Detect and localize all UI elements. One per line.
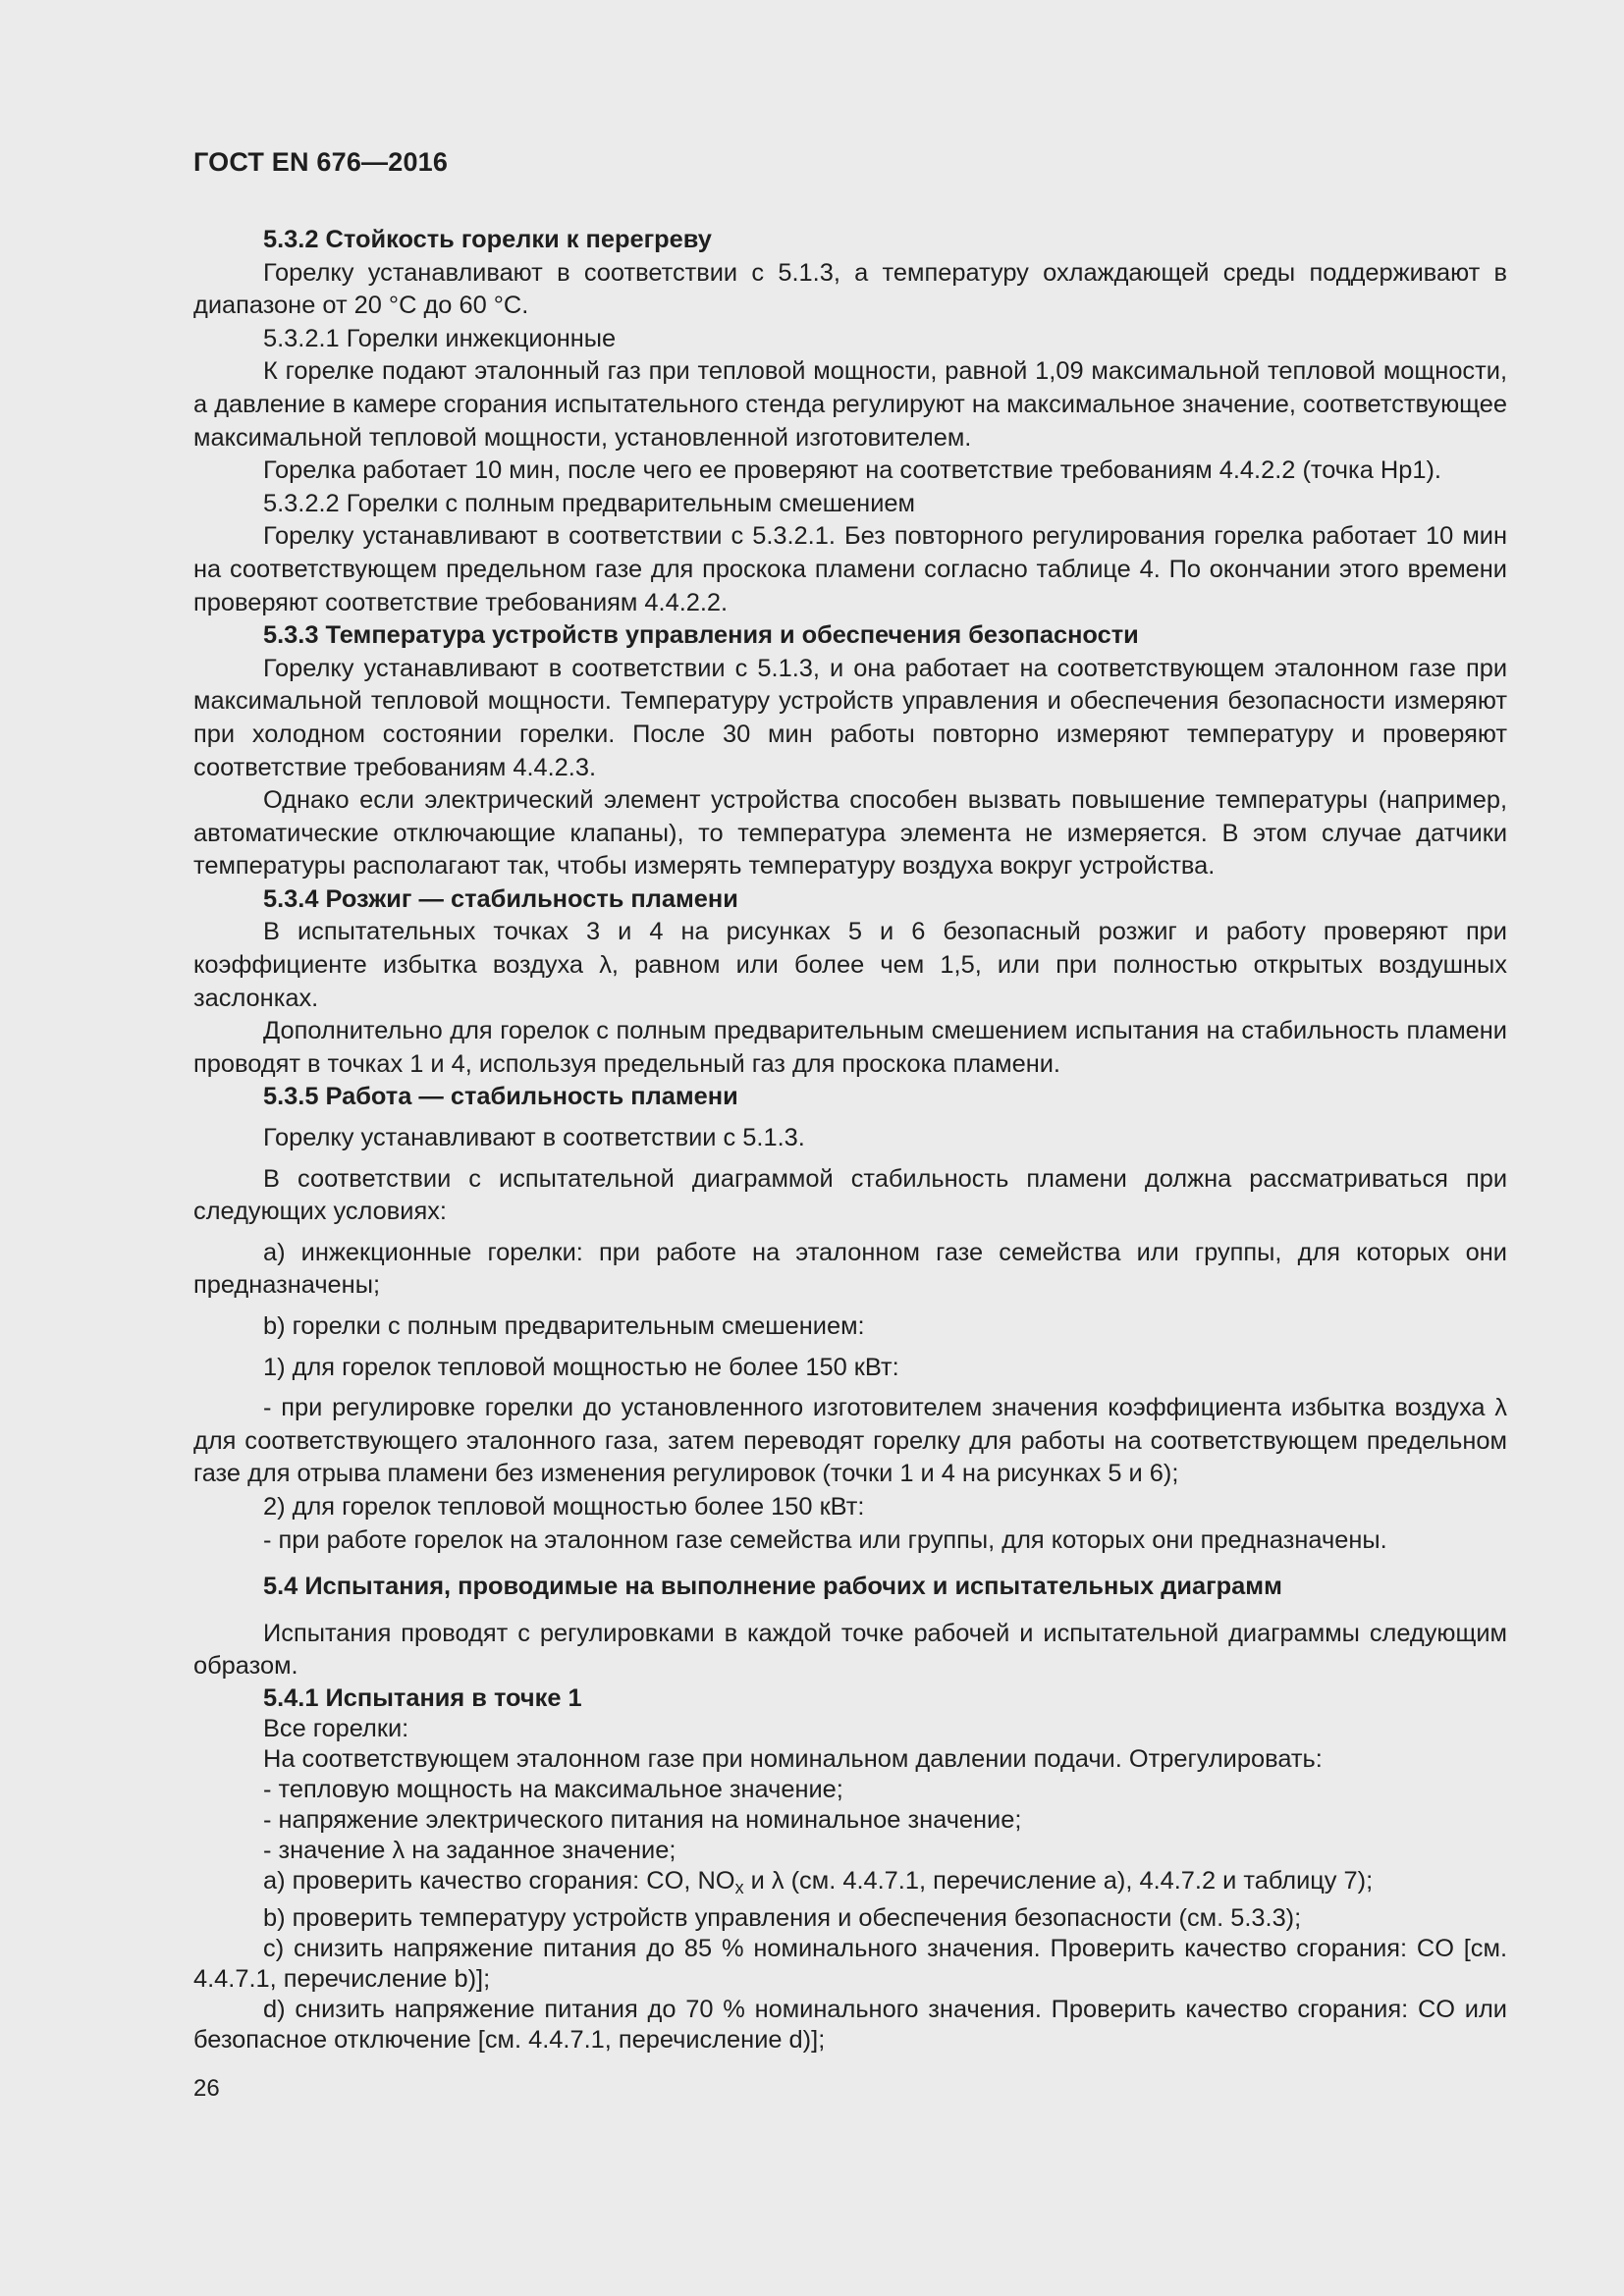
subscript: x [734,1877,744,1897]
list-item: d) снизить напряжение питания до 70 % номинального значения. Проверить качество сгорания: CO или безопасное отключение [см. 4.4.7.1, перечисление d)]; [193,1995,1507,2054]
paragraph: Горелку устанавливают в соответствии с 5.1.3, а температуру охлаждающей среды поддерживают в диапазоне от 20 °С до 60 °С. [193,258,1507,320]
list-item: - при регулировке горелки до установленного изготовителем значения коэффициента избытка воздуха λ для соответствующего эталонного газа, затем переводят горелку для работы на соответствующем предельном газе для отрыва пламени без изменения регулировок (точки 1 и 4 на рисунках 5 и 6); [193,1394,1507,1488]
section-heading-5-3-3: 5.3.3 Температура устройств управления и обеспечения безопасности [263,621,1139,650]
document-body [193,224,1507,2056]
text: a) проверить качество сгорания: CO, NO [263,1866,735,1895]
list-item [193,1866,1507,1903]
section-5-4-1 [193,1683,1507,2056]
section-heading-5-3-5: 5.3.5 Работа — стабильность пламени [263,1083,738,1111]
paragraph: Все горелки: [263,1714,409,1742]
list-item: b) проверить температуру устройств управления и обеспечения безопасности (см. 5.3.3); [263,1903,1302,1932]
section-heading-5-3-4: 5.3.4 Розжиг — стабильность пламени [263,884,738,913]
paragraph: В соответствии с испытательной диаграммой стабильность пламени должна рассматриваться при следующих условиях: [193,1164,1507,1226]
list-item: - напряжение электрического питания на номинальное значение; [263,1805,1022,1834]
paragraph: Горелку устанавливают в соответствии с 5.1.3, и она работает на соответствующем эталонном газе при максимальной тепловой мощности. Температуру устройств управления и обеспечения безопасности измеряют при холодном состоянии горелки. После 30 мин работы повторно измеряют температуру и проверяют соответствие требованиям 4.4.2.3. [193,654,1507,781]
list-item: b) горелки с полным предварительным смешением: [263,1312,865,1340]
paragraph: Однако если электрический элемент устройства способен вызвать повышение температуры (например, автоматические отключающие клапаны), то температура элемента не измеряется. В этом случае датчики температуры располагают так, чтобы измерять температуру воздуха вокруг устройства. [193,786,1507,881]
section-heading-5-3-2: 5.3.2 Стойкость горелки к перегреву [263,226,712,253]
list-item: a) инжекционные горелки: при работе на эталонном газе семейства или группы, для которых они предназначены; [193,1238,1507,1300]
paragraph: Горелка работает 10 мин, после чего ее проверяют на соответствие требованиям 4.4.2.2 (точка Hp1). [263,456,1441,485]
section-heading-5-4: 5.4 Испытания, проводимые на выполнение рабочих и испытательных диаграмм [263,1573,1282,1601]
subsection-heading-5-3-2-1: 5.3.2.1 Горелки инжекционные [263,324,617,352]
paragraph: В испытательных точках 3 и 4 на рисунках 5 и 6 безопасный розжиг и работу проверяют при коэффициенте избытка воздуха λ, равном или более чем 1,5, или при полностью открытых воздушных заслонках. [193,918,1507,1012]
subsection-heading-5-3-2-2: 5.3.2.2 Горелки с полным предварительным смешением [263,489,915,517]
paragraph: Дополнительно для горелок с полным предварительным смешением испытания на стабильность пламени проводят в точках 1 и 4, используя предельный газ для проскока пламени. [193,1017,1507,1078]
document-header: ГОСТ EN 676—2016 [193,147,449,177]
paragraph: К горелке подают эталонный газ при тепловой мощности, равной 1,09 максимальной тепловой мощности, а давление в камере сгорания испытательного стенда регулируют на максимальное значение, соответствующее максимальной тепловой мощности, установленной изготовителем. [193,357,1507,452]
page-number: 26 [193,2075,220,2102]
text: и λ (см. 4.4.7.1, перечисление a), 4.4.7.2 и таблицу 7); [743,1866,1374,1895]
list-item: c) снизить напряжение питания до 85 % номинального значения. Проверить качество сгорания: CO [см. 4.4.7.1, перечисление b)]; [193,1934,1507,1993]
paragraph: Горелку устанавливают в соответствии с 5.3.2.1. Без повторного регулирования горелка работает 10 мин на соответствующем предельном газе для проскока пламени согласно таблице 4. По окончании этого времени проверяют соответствие требованиям 4.4.2.2. [193,522,1507,616]
list-item: 1) для горелок тепловой мощностью не более 150 кВт: [263,1353,899,1381]
paragraph: Испытания проводят с регулировками в каждой точке рабочей и испытательной диаграммы следующим образом. [193,1619,1507,1681]
list-item: - значение λ на заданное значение; [263,1836,677,1864]
list-item: - при работе горелок на эталонном газе семейства или группы, для которых они предназначены. [263,1525,1387,1554]
list-item: 2) для горелок тепловой мощностью более 150 кВт: [263,1492,865,1521]
section-heading-5-4-1: 5.4.1 Испытания в точке 1 [263,1683,582,1712]
list-item: - тепловую мощность на максимальное значение; [263,1775,843,1803]
paragraph: На соответствующем эталонном газе при номинальном давлении подачи. Отрегулировать: [263,1744,1323,1773]
paragraph: Горелку устанавливают в соответствии с 5.1.3. [263,1124,805,1152]
